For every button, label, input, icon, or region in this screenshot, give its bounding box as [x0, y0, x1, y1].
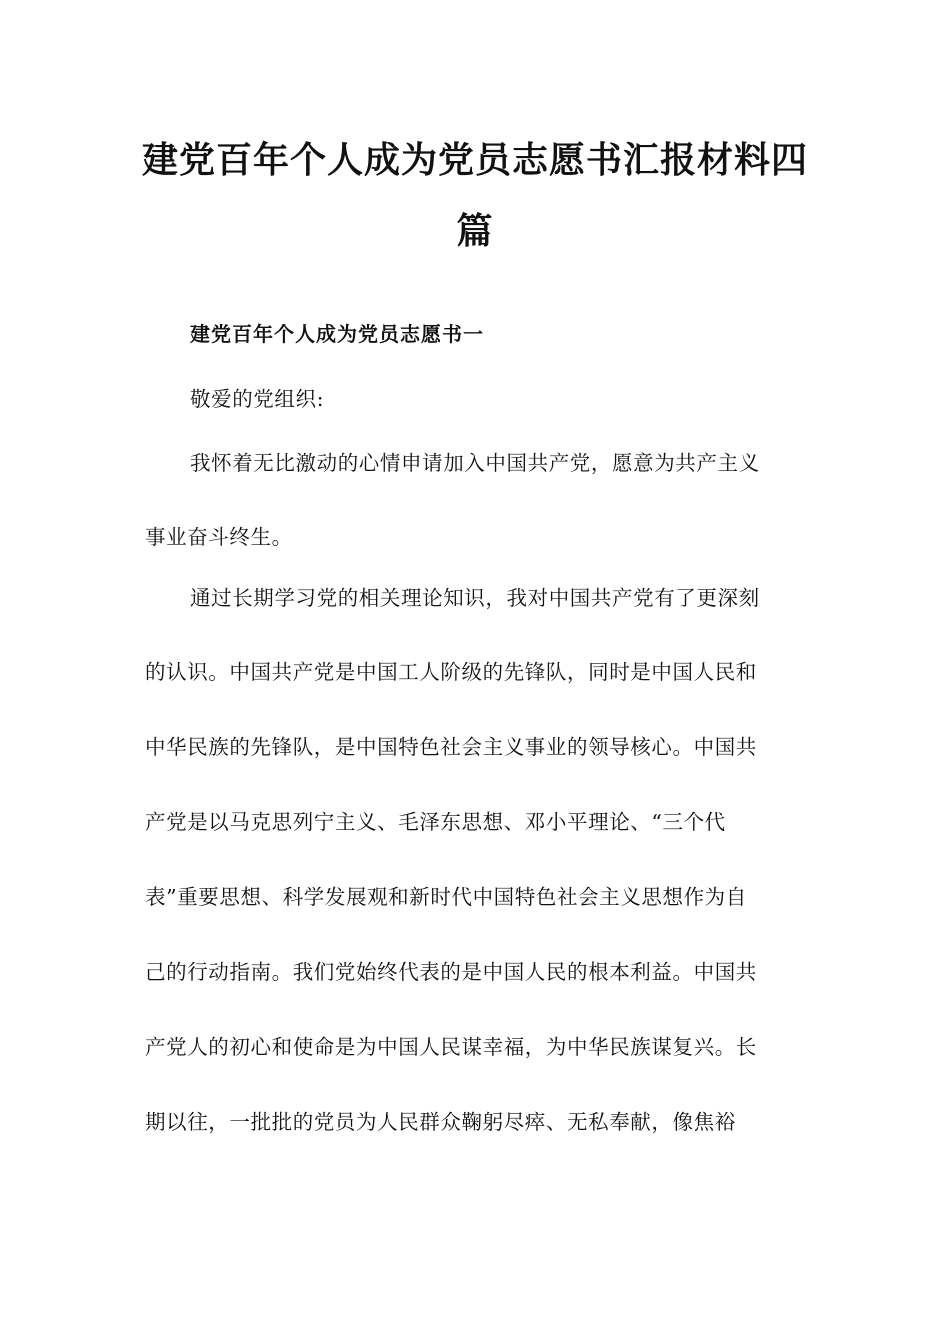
body-line: 产党人的初心和使命是为中国人民谋幸福，为中华民族谋复兴。长: [145, 1035, 757, 1059]
section-heading: 建党百年个人成为党员志愿书一: [190, 322, 484, 346]
body-line: 通过长期学习党的相关理论知识，我对中国共产党有了更深刻: [190, 586, 760, 610]
body-line: 中华民族的先锋队，是中国特色社会主义事业的领导核心。中国共: [145, 735, 757, 759]
body-line: 产党是以马克思列宁主义、毛泽东思想、邓小平理论、“三个代: [145, 810, 726, 834]
body-line: 己的行动指南。我们党始终代表的是中国人民的根本利益。中国共: [145, 960, 757, 984]
document-title-line-1: 建党百年个人成为党员志愿书汇报材料四: [141, 139, 808, 181]
salutation: 敬爱的党组织:: [190, 387, 325, 411]
body-line: 的认识。中国共产党是中国工人阶级的先锋队，同时是中国人民和: [145, 660, 757, 684]
body-line: 表”重要思想、科学发展观和新时代中国特色社会主义思想作为自: [145, 885, 747, 909]
body-line: 我怀着无比激动的心情申请加入中国共产党，愿意为共产主义: [190, 451, 760, 475]
document-title-line-2: 篇: [456, 210, 494, 252]
body-line: 期以往，一批批的党员为人民群众鞠躬尽瘁、无私奉献，像焦裕: [145, 1110, 736, 1134]
body-line: 事业奋斗终生。: [145, 525, 293, 549]
